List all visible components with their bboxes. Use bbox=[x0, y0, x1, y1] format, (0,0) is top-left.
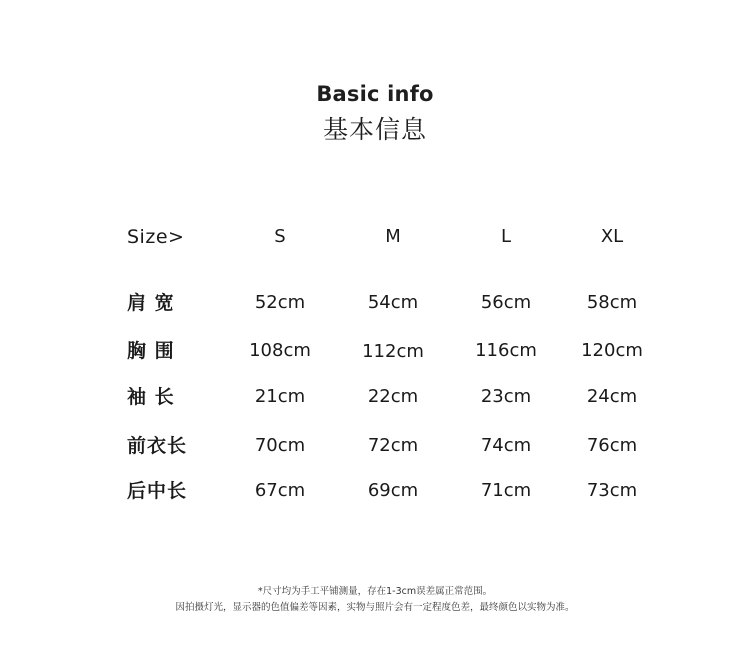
row-label-sleeve: 袖 长 bbox=[127, 386, 175, 408]
table-cell: 24cm bbox=[586, 386, 638, 407]
table-cell: 116cm bbox=[475, 340, 537, 361]
table-cell: 76cm bbox=[586, 435, 638, 456]
table-cell: 72cm bbox=[367, 435, 419, 456]
row-label-back-length: 后中长 bbox=[127, 480, 188, 502]
table-cell: 21cm bbox=[254, 386, 306, 407]
table-cell: 71cm bbox=[480, 480, 532, 501]
table-cell: 22cm bbox=[367, 386, 419, 407]
size-header-s: S bbox=[274, 226, 286, 247]
table-cell: 74cm bbox=[480, 435, 532, 456]
size-header-l: L bbox=[500, 226, 512, 247]
table-cell: 52cm bbox=[254, 292, 306, 313]
row-label-shoulder: 肩 宽 bbox=[127, 292, 175, 314]
row-label-front-length: 前衣长 bbox=[127, 435, 188, 457]
table-cell: 58cm bbox=[586, 292, 638, 313]
table-cell: 70cm bbox=[254, 435, 306, 456]
row-label-chest: 胸 围 bbox=[127, 340, 175, 362]
footnote-color: 因拍摄灯光，显示器的色值偏差等因素，实物与照片会有一定程度色差，最终颜色以实物为准。 bbox=[175, 602, 575, 613]
size-header-xl: XL bbox=[600, 226, 624, 247]
table-cell: 120cm bbox=[581, 340, 643, 361]
page-title-zh: 基本信息 bbox=[322, 115, 427, 144]
page-title-en: Basic info bbox=[316, 82, 434, 106]
table-cell: 108cm bbox=[249, 340, 311, 361]
table-cell: 112cm bbox=[362, 341, 424, 362]
table-cell: 67cm bbox=[254, 480, 306, 501]
size-header-label: Size> bbox=[127, 226, 185, 248]
table-cell: 23cm bbox=[480, 386, 532, 407]
table-cell: 69cm bbox=[367, 480, 419, 501]
size-header-m: M bbox=[385, 226, 401, 247]
footnote-measurement: *尺寸均为手工平铺测量，存在1-3cm误差属正常范围。 bbox=[257, 586, 493, 597]
table-cell: 73cm bbox=[586, 480, 638, 501]
table-cell: 54cm bbox=[367, 292, 419, 313]
table-cell: 56cm bbox=[480, 292, 532, 313]
